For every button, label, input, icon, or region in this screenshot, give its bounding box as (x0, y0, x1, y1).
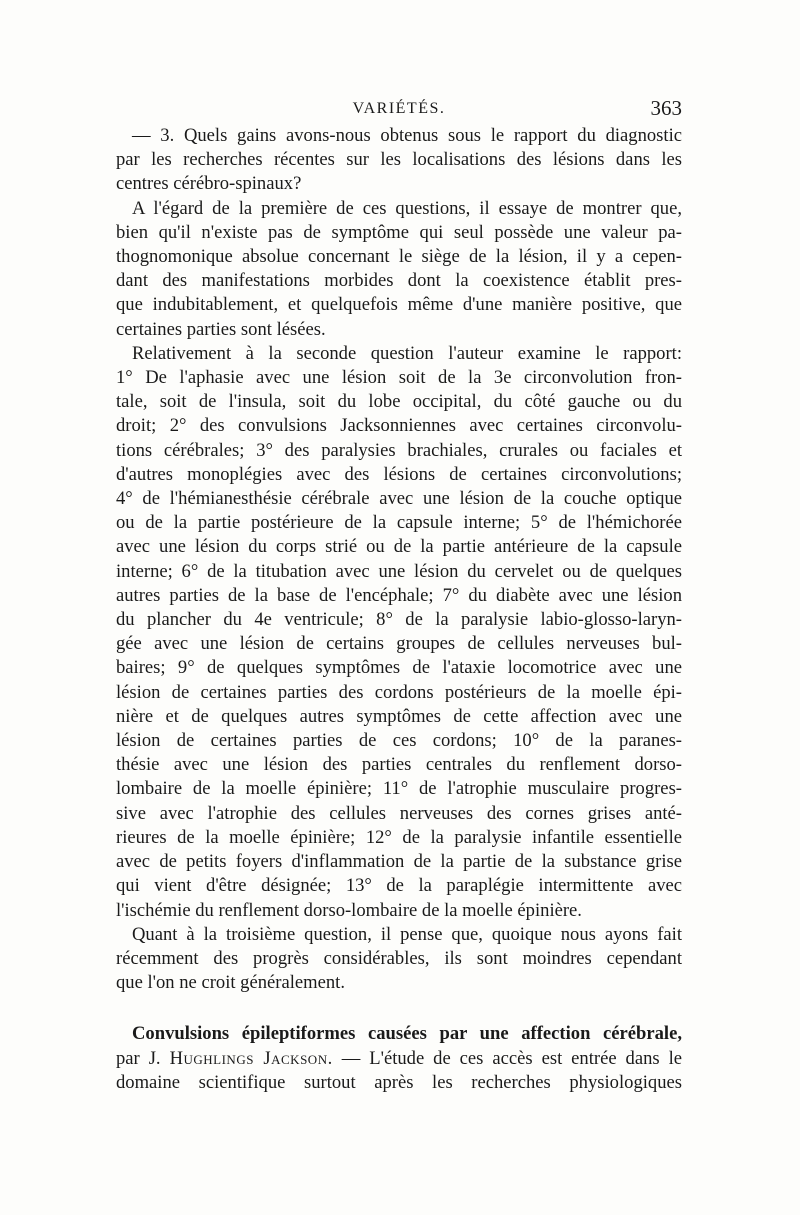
text-line (116, 1047, 682, 1071)
text-line: rieures de la moelle épinière; 12° de la paralysie infantile essentielle (116, 826, 682, 848)
text-line: certaines parties sont lésées. (116, 318, 326, 340)
section-title: Convulsions épileptiformes causées par une affection cérébrale, (132, 1023, 682, 1045)
text-line: nière et de quelques autres symptômes de cette affection avec une (116, 705, 682, 727)
text-line: avec une lésion du corps strié ou de la partie antérieure de la capsule (116, 536, 682, 558)
text-line: domaine scientifique surtout après les recherches physiologiques (116, 1071, 682, 1093)
paragraph (116, 197, 682, 342)
text-line: que indubitablement, et quelquefois même d'une manière positive, que (116, 294, 682, 316)
text-line: du plancher du 4e ventricule; 8° de la paralysie labio-glosso-laryn- (116, 609, 682, 631)
text-line: — 3. Quels gains avons-nous obtenus sous le rapport du diagnostic (132, 125, 682, 146)
text-line: 1° De l'aphasie avec une lésion soit de la 3e circonvolution fron- (116, 367, 682, 389)
text-line: autres parties de la base de l'encéphale; 7° du diabète avec une lésion (116, 584, 682, 606)
text-line (116, 1022, 682, 1046)
text-line: 4° de l'hémianesthésie cérébrale avec une lésion de la couche optique (116, 488, 682, 510)
text-line: baires; 9° de quelques symptômes de l'ataxie locomotrice avec une (116, 657, 682, 679)
paragraph (116, 923, 682, 996)
text-line: Quant à la troisième question, il pense que, quoique nous ayons fait (132, 923, 682, 945)
text-line: A l'égard de la première de ces questions, il essaye de montrer que, (132, 197, 682, 219)
page-body (116, 124, 682, 1095)
page-number: 363 (650, 96, 682, 120)
text-line: gée avec une lésion de certains groupes de cellules nerveuses bul- (116, 633, 682, 655)
text-line: Relativement à la seconde question l'auteur examine le rapport: (132, 342, 682, 364)
section-paragraph (116, 1022, 682, 1095)
paragraph (116, 342, 682, 923)
text-line: bien qu'il n'existe pas de symptôme qui seul possède une valeur pa- (116, 221, 682, 243)
text-line: ou de la partie postérieure de la capsule interne; 5° de l'hémichorée (116, 512, 682, 534)
text-line: dant des manifestations morbides dont la coexistence établit pres- (116, 270, 682, 292)
text-line: tale, soit de l'insula, soit du lobe occipital, du côté gauche ou du (116, 391, 682, 413)
page-header (116, 96, 682, 126)
text-line: tions cérébrales; 3° des paralysies brachiales, crurales ou faciales et (116, 439, 682, 461)
text-line: l'ischémie du renflement dorso-lombaire de la moelle épinière. (116, 899, 582, 921)
text-line: centres cérébro-spinaux? (116, 173, 302, 195)
running-title: VARIÉTÉS. (352, 100, 446, 117)
text-line: lésion de certaines parties des cordons postérieurs de la moelle épi- (116, 681, 682, 703)
text-line: que l'on ne croit généralement. (116, 972, 345, 994)
text-line: thognomonique absolue concernant le siège de la lésion, il y a cepen- (116, 246, 682, 268)
author-name: Hughlings Jackson. (169, 1047, 333, 1069)
byline-text: — L'étude de ces accès est entrée dans le (332, 1047, 683, 1069)
text-line: sive avec l'atrophie des cellules nerveuses des cornes grises anté- (116, 802, 682, 824)
text-line: d'autres monoplégies avec des lésions de certaines circonvolutions; (116, 463, 682, 485)
text-line: lombaire de la moelle épinière; 11° de l'atrophie musculaire progres- (116, 778, 682, 800)
text-line: thésie avec une lésion des parties centrales du renflement dorso- (116, 754, 682, 776)
paragraph (116, 124, 682, 197)
text-line: qui vient d'être désignée; 13° de la paraplégie intermittente avec (116, 875, 682, 897)
text-line: par les recherches récentes sur les localisations des lésions dans les (116, 149, 682, 171)
text-line: droit; 2° des convulsions Jacksonniennes avec certaines circonvolu- (116, 415, 682, 437)
section-gap (116, 995, 682, 1022)
text-line: récemment des progrès considérables, ils sont moindres cependant (116, 947, 682, 969)
byline-prefix: par J. (116, 1047, 161, 1069)
text-line: lésion de certaines parties de ces cordons; 10° de la paranes- (116, 730, 682, 752)
text-line: interne; 6° de la titubation avec une lésion du cervelet ou de quelques (116, 560, 682, 582)
text-line: avec de petits foyers d'inflammation de la partie de la substance grise (116, 851, 682, 873)
